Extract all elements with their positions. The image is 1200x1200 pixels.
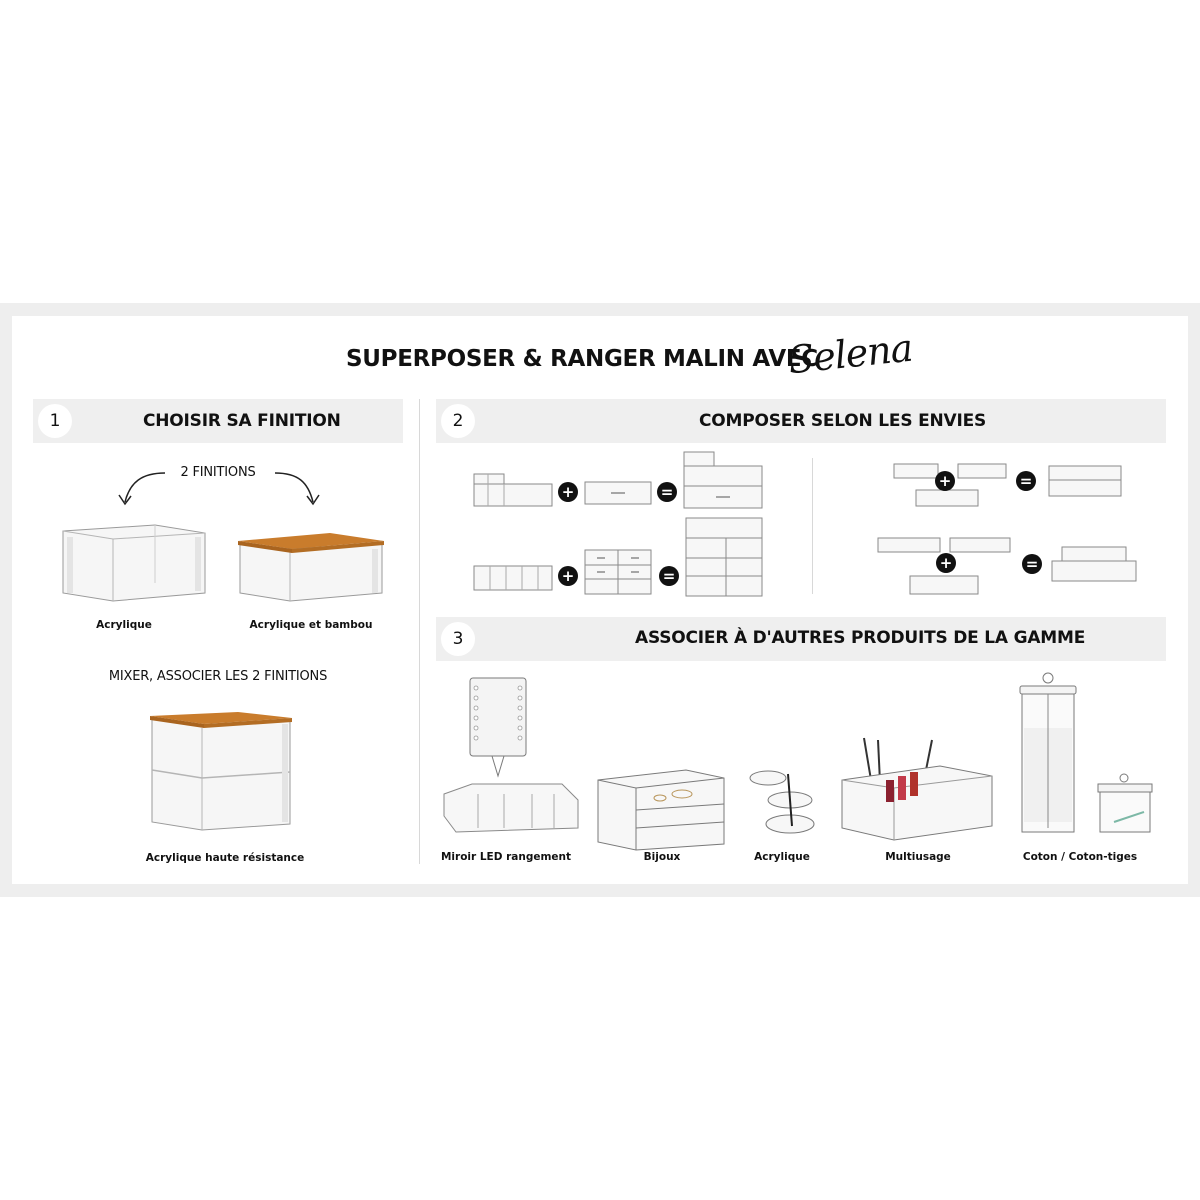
acrylic-bamboo-box-icon	[236, 523, 386, 603]
plus-icon: +	[558, 482, 578, 502]
drawer-icon	[583, 478, 655, 508]
drawer-tower-icon	[684, 516, 766, 598]
led-mirror-icon	[442, 676, 582, 836]
section2-number: 2	[441, 404, 475, 438]
equals-icon-3: =	[1016, 471, 1036, 491]
finishes-subtitle: 2 FINITIONS	[180, 465, 256, 480]
equals-icon-4: =	[1022, 554, 1042, 574]
combo-divider	[812, 458, 813, 594]
mix-title: MIXER, ASSOCIER LES 2 FINITIONS	[108, 669, 328, 684]
acrylique-caption: Acrylique	[754, 851, 810, 863]
multiusage-caption: Multiusage	[885, 851, 951, 863]
section3-title: ASSOCIER À D'AUTRES PRODUITS DE LA GAMME	[635, 628, 1086, 648]
section1-number: 1	[38, 404, 72, 438]
brand-logo: Selena	[786, 325, 915, 383]
mix-caption: Acrylique haute résistance	[145, 852, 305, 864]
jewelry-drawers-icon	[596, 766, 726, 852]
multi-drawer-icon	[583, 548, 655, 596]
acrylic-rings-icon	[746, 766, 818, 846]
stacked-trays-icon	[1047, 464, 1123, 498]
equals-icon-2: =	[659, 566, 679, 586]
section2-title: COMPOSER SELON LES ENVIES	[699, 411, 987, 431]
equals-icon: =	[657, 482, 677, 502]
section3-number: 3	[441, 622, 475, 656]
plus-icon-3: +	[935, 471, 955, 491]
led-mirror-caption: Miroir LED rangement	[440, 851, 572, 863]
plus-icon-2: +	[558, 566, 578, 586]
bijoux-caption: Bijoux	[643, 851, 681, 863]
layered-trays-icon	[1050, 545, 1140, 585]
section-divider	[419, 399, 420, 864]
cotton-jars-icon	[1014, 672, 1164, 836]
tiered-organizer-icon	[472, 470, 556, 510]
coton-caption: Coton / Coton-tiges	[1022, 851, 1138, 863]
section1-title: CHOISIR SA FINITION	[143, 411, 341, 431]
makeup-organizer-icon	[840, 736, 996, 846]
plus-icon-4: +	[936, 553, 956, 573]
acrylic-bamboo-caption: Acrylique et bambou	[249, 619, 373, 631]
acrylic-box-icon	[59, 523, 209, 603]
stacked-box-icon	[148, 712, 294, 832]
acrylic-caption: Acrylique	[96, 619, 152, 631]
page-title: SUPERPOSER & RANGER MALIN AVEC	[346, 346, 818, 372]
combined-organizer-icon	[682, 450, 764, 512]
compartment-organizer-icon	[472, 558, 556, 594]
